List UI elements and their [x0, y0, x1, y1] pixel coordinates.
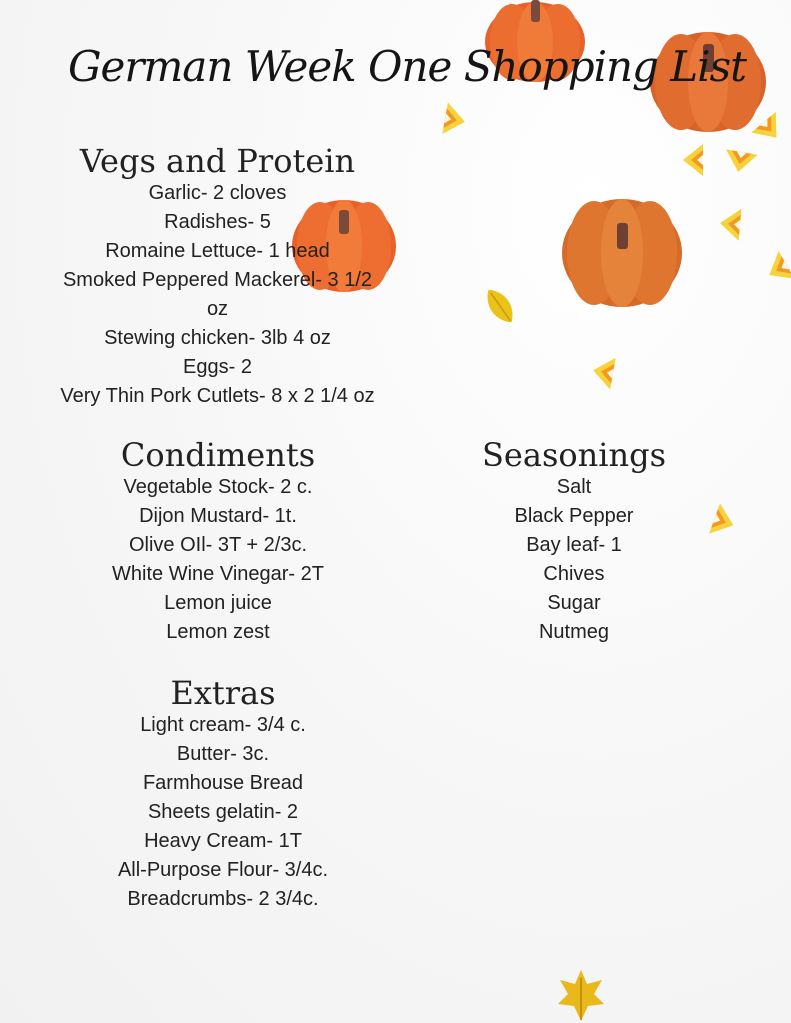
list-item: Smoked Peppered Mackerel- 3 1/2 [62, 269, 373, 291]
section-vegs-and-protein [40, 143, 395, 411]
list-item: Eggs- 2 [183, 356, 252, 378]
list-item: Lemon zest [166, 621, 270, 643]
section-heading: Condiments [120, 436, 316, 474]
candy-corn-icon [716, 205, 743, 243]
section-condiments [83, 437, 353, 647]
list-item: Lemon juice [164, 592, 272, 614]
list-item: Stewing chicken- 3lb 4 oz [104, 327, 331, 349]
list-item: Sheets gelatin- 2 [147, 801, 299, 823]
list-item: Salt [556, 476, 592, 498]
candy-corn-icon [681, 142, 705, 178]
page-title: German Week One Shopping List [68, 42, 747, 91]
section-seasonings [465, 437, 683, 647]
section-heading: Seasonings [482, 436, 666, 474]
candy-corn-icon [440, 100, 470, 140]
list-item: Butter- 3c. [176, 743, 270, 765]
item-list [83, 473, 353, 647]
section-extras [83, 675, 363, 914]
list-item: oz [206, 298, 229, 320]
list-item: Radishes- 5 [164, 211, 271, 233]
list-item: Light cream- 3/4 c. [140, 714, 306, 736]
section-heading: Vegs and Protein [79, 142, 356, 180]
item-list [40, 179, 395, 411]
list-item: Sugar [547, 592, 601, 614]
list-item: White Wine Vinegar- 2T [112, 563, 324, 585]
list-item: Very Thin Pork Cutlets- 8 x 2 1/4 oz [60, 385, 375, 407]
list-item: Vegetable Stock- 2 c. [123, 476, 313, 498]
list-item: Bay leaf- 1 [526, 534, 622, 556]
candy-corn-icon [588, 352, 618, 392]
item-list [465, 473, 683, 647]
list-item: Nutmeg [538, 621, 610, 643]
candy-corn-icon [720, 147, 760, 177]
list-item: Chives [543, 563, 605, 585]
list-item: Garlic- 2 cloves [148, 182, 287, 204]
list-item: Romaine Lettuce- 1 head [105, 240, 330, 262]
autumn-leaf-icon [556, 968, 606, 1023]
candy-corn-icon [759, 248, 791, 291]
section-heading: Extras [170, 674, 276, 712]
list-item: Breadcrumbs- 2 3/4c. [127, 888, 319, 910]
pumpkin-icon [560, 183, 684, 311]
item-list [83, 711, 363, 914]
list-item: Heavy Cream- 1T [144, 830, 302, 852]
list-item: Black Pepper [514, 505, 634, 527]
list-item: All-Purpose Flour- 3/4c. [117, 859, 329, 881]
list-item: Farmhouse Bread [142, 772, 304, 794]
candy-corn-icon [707, 501, 742, 543]
autumn-leaf-icon [473, 278, 528, 335]
list-item: Olive OIl- 3T + 2/3c. [128, 534, 308, 556]
list-item: Dijon Mustard- 1t. [139, 505, 297, 527]
